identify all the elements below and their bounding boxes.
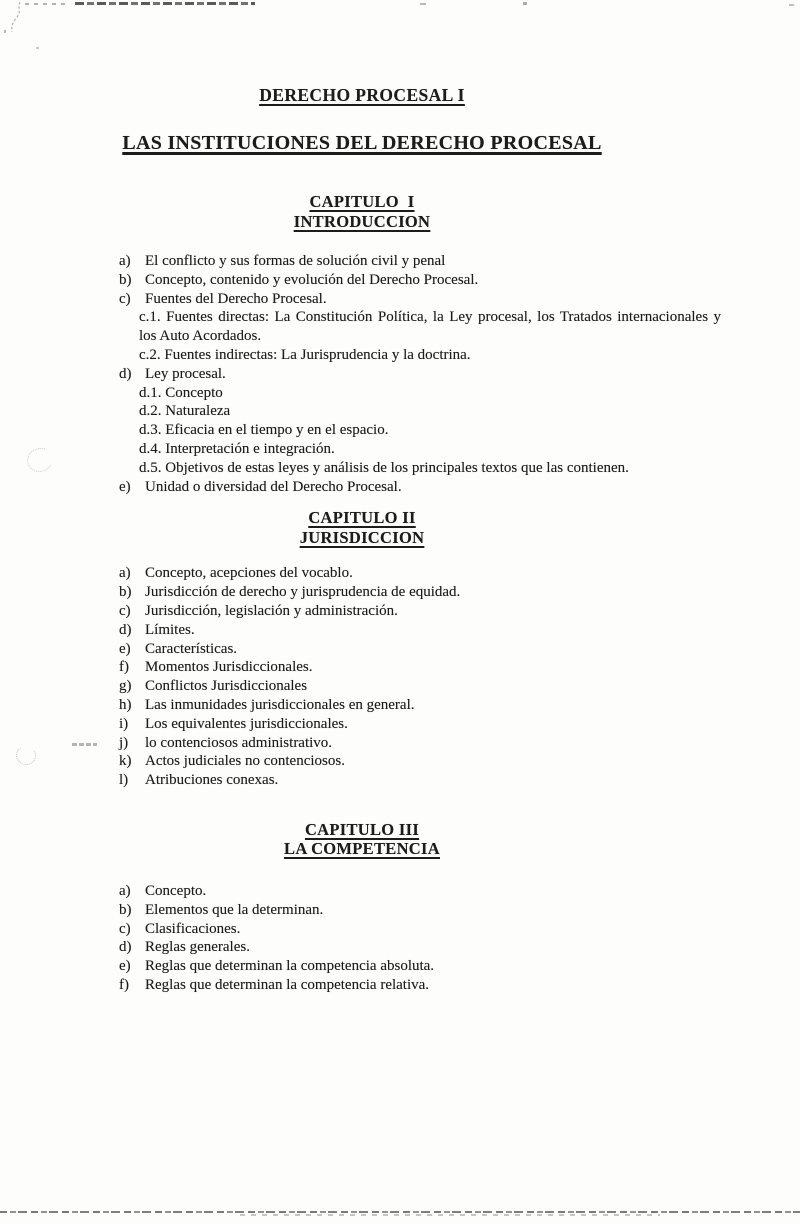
item-text: Concepto. — [145, 882, 207, 899]
item-marker: e) — [119, 478, 131, 495]
list-item — [0, 938, 800, 957]
sub-item: d.4. Interpretación e integración. — [139, 440, 335, 457]
item-text: Límites. — [145, 621, 195, 638]
sub-item: c.2. Fuentes indirectas: La Jurisprudencia y la doctrina. — [139, 346, 471, 363]
sub-item: d.5. Objetivos de estas leyes y análisis de los principales textos que las contienen. — [139, 459, 629, 476]
item-text: Los equivalentes jurisdiccionales. — [145, 715, 348, 732]
item-marker: a) — [119, 565, 131, 582]
chapter-item-list — [0, 882, 800, 995]
item-text: lo contenciosos administrativo. — [145, 734, 333, 751]
item-text: Clasificaciones. — [145, 920, 241, 937]
item-marker: c) — [119, 290, 131, 307]
doc-subtitle: LAS INSTITUCIONES DEL DERECHO PROCESAL — [122, 132, 602, 154]
chapter-item-list — [0, 564, 800, 790]
list-item — [0, 976, 800, 995]
item-text: Características. — [145, 640, 238, 657]
item-marker: i) — [119, 715, 129, 732]
chapter-2 — [0, 508, 800, 790]
item-marker: h) — [119, 696, 132, 713]
chapter-heading — [0, 192, 724, 231]
item-text: Momentos Jurisdiccionales. — [145, 659, 313, 676]
document-header — [0, 84, 724, 156]
chapter-3 — [0, 820, 800, 995]
chapter-heading — [0, 820, 724, 859]
item-marker: a) — [119, 882, 131, 899]
list-item — [0, 583, 800, 602]
doc-title: DERECHO PROCESAL I — [259, 85, 465, 105]
list-item — [0, 658, 800, 677]
scan-artifact-bottom-dashed-line — [0, 1211, 800, 1213]
list-item — [0, 957, 800, 976]
chapter-subtitle: JURISDICCION — [299, 527, 425, 547]
list-item — [0, 752, 800, 771]
item-text: Reglas que determinan la competencia relativa. — [145, 976, 430, 993]
chapter-heading — [0, 508, 724, 547]
list-item — [0, 290, 800, 365]
item-text: Reglas que determinan la competencia absoluta. — [145, 958, 435, 975]
item-marker: f) — [119, 976, 129, 993]
list-item — [0, 677, 800, 696]
item-text: Conflictos Jurisdiccionales — [145, 678, 308, 695]
list-item — [0, 602, 800, 621]
item-marker: d) — [119, 939, 132, 956]
item-text: Reglas generales. — [145, 939, 250, 956]
list-item — [0, 271, 800, 290]
item-marker: d) — [119, 365, 132, 382]
scan-artifact-bottom-dashed-line-2 — [240, 1214, 660, 1216]
list-item — [0, 901, 800, 920]
sub-item: d.2. Naturaleza — [139, 403, 231, 420]
item-marker: d) — [119, 621, 132, 638]
chapter-title: CAPITULO III — [304, 819, 420, 839]
sub-item: d.1. Concepto — [139, 384, 223, 401]
list-item — [0, 696, 800, 715]
item-marker: c) — [119, 920, 131, 937]
list-item — [0, 715, 800, 734]
chapter-title: CAPITULO II — [308, 508, 416, 528]
item-marker: e) — [119, 640, 131, 657]
list-item — [0, 734, 800, 753]
item-text: Actos judiciales no contenciosos. — [145, 753, 345, 770]
item-marker: b) — [119, 901, 132, 918]
item-marker: b) — [119, 271, 132, 288]
item-text: El conflicto y sus formas de solución civil y penal — [145, 253, 446, 269]
item-text: Elementos que la determinan. — [145, 901, 324, 918]
item-text: Fuentes del Derecho Procesal. — [145, 290, 327, 307]
item-marker: j) — [119, 734, 129, 751]
chapter-1 — [0, 192, 800, 496]
item-text: Jurisdicción de derecho y jurisprudencia de equidad. — [145, 584, 461, 601]
item-marker: g) — [119, 678, 132, 695]
item-marker: f) — [119, 659, 129, 676]
item-marker: e) — [119, 958, 131, 975]
chapter-item-list — [0, 252, 800, 496]
sub-item: d.3. Eficacia en el tiempo y en el espacio. — [139, 422, 389, 439]
item-text: Ley procesal. — [145, 365, 226, 382]
list-item — [0, 621, 800, 640]
item-text: Unidad o diversidad del Derecho Procesal. — [145, 478, 402, 495]
list-item — [0, 920, 800, 939]
list-item — [0, 478, 800, 497]
item-text: Jurisdicción, legislación y administración. — [145, 602, 398, 619]
chapter-title: CAPITULO I — [309, 192, 415, 211]
list-item — [0, 640, 800, 659]
item-text: Concepto, acepciones del vocablo. — [145, 565, 353, 582]
item-marker: a) — [119, 253, 131, 269]
sub-item: c.1. Fuentes directas: La Constitución Política, la Ley procesal, los Tratados internacionales y los Auto Acordados. — [139, 309, 721, 345]
item-text: Atribuciones conexas. — [145, 772, 279, 789]
item-marker: k) — [119, 753, 132, 770]
chapters-container — [0, 192, 800, 995]
item-marker: b) — [119, 584, 132, 601]
chapter-subtitle: INTRODUCCION — [293, 211, 431, 231]
item-marker: c) — [119, 602, 131, 619]
list-item — [0, 365, 800, 478]
list-item — [0, 771, 800, 790]
list-item — [0, 882, 800, 901]
item-text: Concepto, contenido y evolución del Derecho Procesal. — [145, 271, 479, 288]
item-marker: l) — [119, 772, 129, 789]
list-item — [0, 252, 800, 271]
chapter-subtitle: LA COMPETENCIA — [284, 839, 440, 859]
item-text: Las inmunidades jurisdiccionales en general. — [145, 696, 415, 713]
list-item — [0, 564, 800, 583]
